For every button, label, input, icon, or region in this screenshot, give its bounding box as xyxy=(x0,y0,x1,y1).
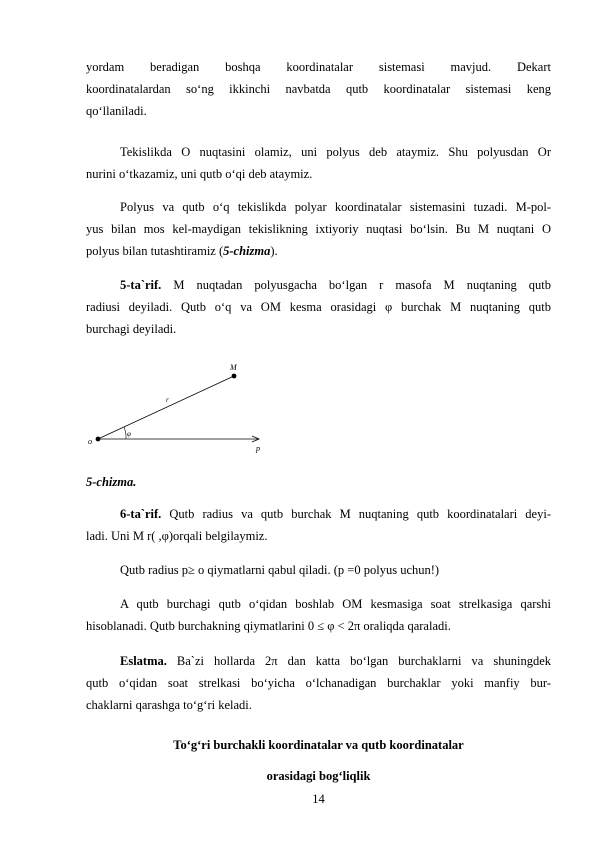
segment-om xyxy=(98,376,234,439)
text-line: hisoblanadi. Qutb burchakning qiymatlarini 0 ≤ φ < 2π oraliqda qaraladi. xyxy=(86,619,451,633)
label-axis: p xyxy=(256,444,260,453)
text-line: koordinatalardan so‘ng ikkinchi navbatda qutb koordinatalar sistemasi keng xyxy=(86,82,551,96)
label-r: r xyxy=(166,396,169,404)
text-line: burchagi deyiladi. xyxy=(86,322,177,336)
angle-arc xyxy=(124,427,126,439)
text-fragment: polyus bilan tutashtiramiz ( xyxy=(86,244,224,258)
text-line: qo‘llaniladi. xyxy=(86,104,147,118)
text-line: qutb o‘qidan soat strelkasi bo‘yicha o‘lchanadigan burchaklar yoki manfiy bur- xyxy=(86,676,551,690)
text-line: ladi. Uni M r( ,φ)orqali belgilaymiz. xyxy=(86,529,268,543)
figure-reference: 5-chizma xyxy=(223,244,271,258)
text-line: Tekislikda O nuqtasini olamiz, uni polyus deb ataymiz. Shu polyusdan Or xyxy=(120,145,551,159)
text-line: Polyus va qutb o‘q tekislikda polyar koordinatalar sistemasini tuzadi. M-pol- xyxy=(120,200,551,214)
page-number: 14 xyxy=(312,792,325,806)
text-line xyxy=(86,503,551,525)
paragraph-intro xyxy=(86,56,551,122)
definition-label: 5-ta`rif. xyxy=(120,278,162,292)
text-fragment: ). xyxy=(270,244,278,258)
label-phi: φ xyxy=(127,430,131,438)
paragraph-polar-system xyxy=(86,196,551,262)
point-o xyxy=(96,437,101,442)
note-label: Eslatma. xyxy=(120,654,167,668)
label-o: o xyxy=(88,437,92,446)
text-line xyxy=(86,650,551,672)
paragraph-angle xyxy=(86,593,551,637)
note-paragraph xyxy=(86,650,551,716)
paragraph-polyus xyxy=(86,141,551,185)
definition-5 xyxy=(86,274,551,340)
text-line: yus bilan mos kel-maydigan tekislikning ixtiyoriy nuqtasi bo‘lsin. Bu M nuqtani O xyxy=(86,222,551,236)
polar-coordinates-figure xyxy=(86,360,276,460)
figure-caption xyxy=(86,471,551,493)
heading-line: orasidagi bog‘liqlik xyxy=(266,769,371,783)
text-line xyxy=(86,274,551,296)
text-line: radiusi deyiladi. Qutb o‘q va OM kesma orasidagi φ burchak M nuqtaning qutb xyxy=(86,300,551,314)
definition-6 xyxy=(86,503,551,547)
text-fragment: M nuqtadan polyusgacha bo‘lgan r masofa M nuqtaning qutb xyxy=(161,278,551,292)
point-m xyxy=(232,374,237,379)
text-fragment: Ba`zi hollarda 2π dan katta bo‘lgan burchaklarni va shuningdek xyxy=(166,654,551,668)
text-line xyxy=(86,240,551,262)
caption-text: 5-chizma. xyxy=(86,475,137,489)
text-line: Qutb radius p≥ o qiymatlarni qabul qiladi. (p =0 polyus uchun!) xyxy=(120,563,440,577)
label-m: M xyxy=(230,363,237,372)
definition-label: 6-ta`rif. xyxy=(120,507,162,521)
heading-line: To‘g‘ri burchakli koordinatalar va qutb koordinatalar xyxy=(173,738,464,752)
section-heading xyxy=(86,734,551,787)
text-line: chaklarni qarashga to‘g‘ri keladi. xyxy=(86,698,252,712)
text-line: A qutb burchagi qutb o‘qidan boshlab OM kesmasiga soat strelkasiga qarshi xyxy=(120,597,551,611)
text-line: nurini o‘tkazamiz, uni qutb o‘qi deb ataymiz. xyxy=(86,167,313,181)
text-line: yordam beradigan boshqa koordinatalar sistemasi mavjud. Dekart xyxy=(86,60,551,74)
paragraph-radius xyxy=(86,559,551,581)
text-fragment: Qutb radius va qutb burchak M nuqtaning qutb koordinatalari deyi- xyxy=(161,507,551,521)
